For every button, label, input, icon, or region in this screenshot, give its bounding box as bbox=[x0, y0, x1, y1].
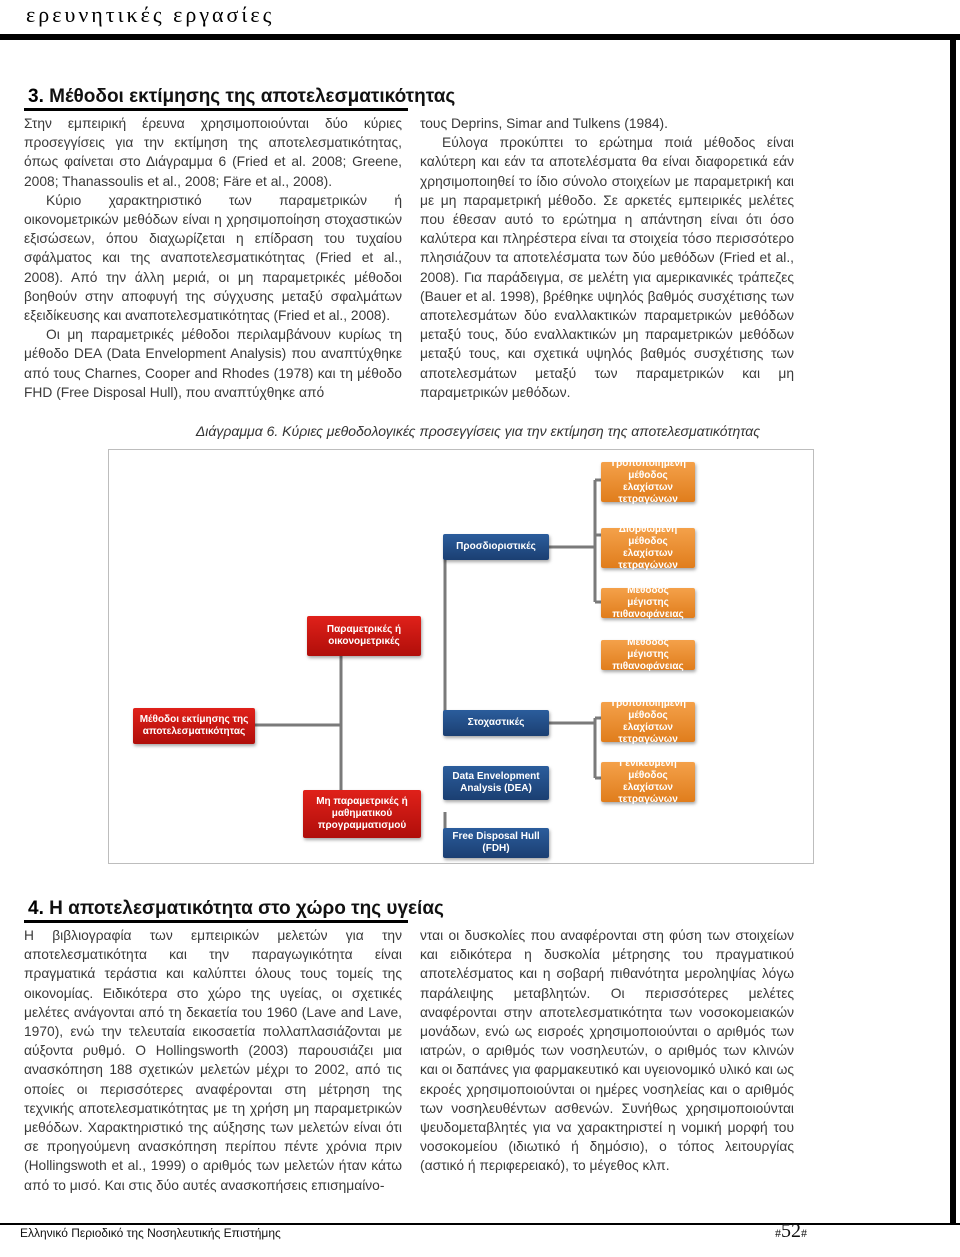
section-3-heading bbox=[28, 86, 455, 108]
stochastic-node: Στοχαστικές bbox=[443, 710, 549, 736]
diagram-6 bbox=[108, 449, 814, 864]
section-4-right-column bbox=[420, 926, 794, 1176]
section-4-number: 4. bbox=[28, 898, 44, 919]
section-3-right-column bbox=[420, 114, 794, 402]
section-3-rule bbox=[24, 108, 408, 111]
running-head: ερευνητικές εργασίες bbox=[26, 2, 275, 27]
diagram-caption: Διάγραμμα 6. Κύριες μεθοδολογικές προσεγγίσεις για την εκτίμηση της αποτελεσματικότητας bbox=[195, 423, 761, 439]
fdh-node: Free Disposal Hull (FDH) bbox=[443, 828, 549, 858]
page-number bbox=[775, 1220, 807, 1243]
right-rule bbox=[950, 34, 956, 1224]
paragraph: Οι μη παραμετρικές μέθοδοι περιλαμβάνουν κυρίως τη μέθοδο DEA (Data Envelopment Analysis) που αναπτύχθηκε από τους Charnes, Cooper and Rhodes (1978) και τη μέθοδο FHD (Free Disposal Hull), που αναπτύχθηκε από bbox=[24, 327, 402, 400]
top-rule bbox=[0, 34, 960, 40]
diagram-connectors bbox=[109, 450, 813, 863]
paragraph: νται οι δυσκολίες που αναφέρονται στη φύση των στοιχείων και ειδικότερα η δυσκολία μέτρησης του πραγματικού αποτελέσματος και η σοβαρή πιθανότητα μεροληψίας λόγω παράλειψης μεταβλητών. Οι περισσότερες μελέτες αναφέρονται στην αποτελεσματικότητα των νοσοκομειακών μονάδων, ενώ ως εισροές χρησιμοποιούνται ο αριθμός των ιατρών, ο αριθμός των νοσηλευτών, ο αριθμός των κλινών και οι δαπάνες για φαρμακευτικό και υγειονομικό υλικό και ως εκροές χρησιμοποιούνται οι ημέρες νοσηλείας και ο αριθμός των νοσηλευθέντων ασθενών. Συνήθως χρησιμοποιούνται ψευδομεταβλητές για να χαρακτηριστεί η νομική μορφή του νοσοκομείου (ιδιωτικό ή δημόσιο), ο τόπος λειτουργίας (αστικό ή περιφερειακό), το μέγεθος κλπ. bbox=[420, 928, 795, 1174]
dea-node: Data Envelopment Analysis (DEA) bbox=[443, 766, 549, 800]
parametric-node: Παραμετρικές ή οικονομετρικές bbox=[307, 616, 421, 656]
section-4-title: Η αποτελεσματικότητα στο χώρο της υγείας bbox=[49, 898, 444, 919]
bottom-rule bbox=[0, 1223, 960, 1225]
sto-child-generalized-ls: Γενικευμένη μέθοδος ελαχίστων τετραγώνων bbox=[601, 762, 695, 802]
det-child-max-likelihood: Μέθοδος μέγιστης πιθανοφάνειας bbox=[601, 588, 695, 618]
journal-title: Ελληνικό Περιοδικό της Νοσηλευτικής Επιστήμης bbox=[20, 1226, 281, 1240]
section-4-heading bbox=[28, 898, 444, 920]
section-3-number: 3. bbox=[28, 86, 44, 107]
nonparametric-node: Μη παραμετρικές ή μαθηματικού προγραμματισμού bbox=[303, 790, 421, 838]
section-3-left-column bbox=[24, 114, 402, 402]
section-4-rule bbox=[24, 920, 408, 923]
paragraph: Εύλογα προκύπτει το ερώτημα ποιά μέθοδος είναι καλύτερη και εάν τα αποτελέσματα θα είναι διαφορετικά εάν χρησιμοποιηθεί το ίδιο σύνολο στοιχείων με παραμετρική και με μη παραμετρική μέθοδο. Σε αρκετές εμπειρικές μελέτες που έθεσαν αυτό το ερώτημα η απάντηση είναι ότι όσο καλύτερα και πληρέστερα είναι τα στοιχεία τόσο περισσότερο πλησιάζουν τα αποτελέσματα των δύο μεθόδων (Fried et al., 2008). Για παράδειγμα, σε μελέτη για αμερικανικές τράπεζες (Bauer et al. 1998), βρέθηκε υψηλός βαθμός συσχέτισης των αποτελεσμάτων δύο εναλλακτικών παραμετρικών μεθόδων μεταξύ τους, δύο εναλλακτικών μη παραμετρικών μεθόδων μεταξύ τους, και σχετικά υψηλός βαθμός συσχέτισης των αποτελεσμάτων μεταξύ των παραμετρικών και μη παραμετρικών μεθόδων. bbox=[420, 135, 794, 400]
section-4-left-column bbox=[24, 926, 402, 1195]
det-child-corrected-ols: Διορθωμένη μέθοδος ελαχίστων τετραγώνων bbox=[601, 528, 695, 568]
paragraph: Στην εμπειρική έρευνα χρησιμοποιούνται δύο κύριες προσεγγίσεις για την εκτίμηση της αποτελεσματικότητας, όπως φαίνεται στο Διάγραμμα 6 (Fried et al. 2008; Greene, 2008; Thanassoulis et al., 2008; Färe et al., 2008). bbox=[24, 116, 402, 189]
deterministic-node: Προσδιοριστικές bbox=[443, 534, 549, 560]
paragraph: Κύριο χαρακτηριστικό των παραμετρικών ή οικονομετρικών μεθόδων είναι η χρησιμοποίηση στοχαστικών εξισώσεων, όπου διαχωρίζεται η επίδραση του τυχαίου σφάλματος και της αναποτελεσματικότητας (Fried et al., 2008). Από την άλλη μεριά, οι μη παραμετρικές μέθοδοι βοηθούν στην αποφυγή της σύγχυσης μεταξύ σφαλμάτων εξειδίκευσης και αναποτελεσματικότητας (Fried et al., 2008). bbox=[24, 192, 402, 324]
page-prefix: # bbox=[775, 1226, 781, 1240]
page-value: 52 bbox=[781, 1220, 801, 1242]
sto-child-modified-ols: Τροποποιημένη μέθοδος ελαχίστων τετραγώνων bbox=[601, 702, 695, 742]
sto-child-max-likelihood: Μέθοδος μέγιστης πιθανοφάνειας bbox=[601, 640, 695, 670]
section-3-title: Μέθοδοι εκτίμησης της αποτελεσματικότητας bbox=[49, 86, 456, 107]
paragraph: τους Deprins, Simar and Tulkens (1984). bbox=[420, 116, 668, 131]
page-suffix: # bbox=[801, 1226, 807, 1240]
paragraph: Η βιβλιογραφία των εμπειρικών μελετών για την αποτελεσματικότητα και την παραγωγικότητα είναι πραγματικά τεράστια και καλύπτει όλους τους τομείς της οικονομίας. Ειδικότερα στο χώρο της υγείας, οι σχετικές μελέτες ανάγονται από τη δεκαετία του 1960 (Lave and Lave, 1970), ενώ την τελευταία εικοσαετία πολλαπλασιάζονται με αύξοντα ρυθμό. Ο Hollingsworth (2003) παρουσιάζει μια ανασκόπηση 188 σχετικών μελετών μέχρι το 2002, από τις οποίες οι περισσότερες αναφέρονται στη μέτρηση της τεχνικής αποτελεσματικότητας με τη χρήση μη παραμετρικών μεθόδων. Χαρακτηριστικό της αύξησης των μελετών είναι ότι σε προηγούμενη ανασκόπηση περίπου πέντε χρόνια πριν (Hollingswoth et al., 1999) ο αριθμός των μελετών ήταν κάτω από το μισό. Και στις δύο αυτές ανασκοπήσεις επισημαίνο- bbox=[24, 928, 402, 1193]
root-node: Μέθοδοι εκτίμησης της αποτελεσματικότητας bbox=[133, 708, 255, 744]
det-child-modified-ols: Τροποποιημένη μέθοδος ελαχίστων τετραγώνων bbox=[601, 462, 695, 502]
